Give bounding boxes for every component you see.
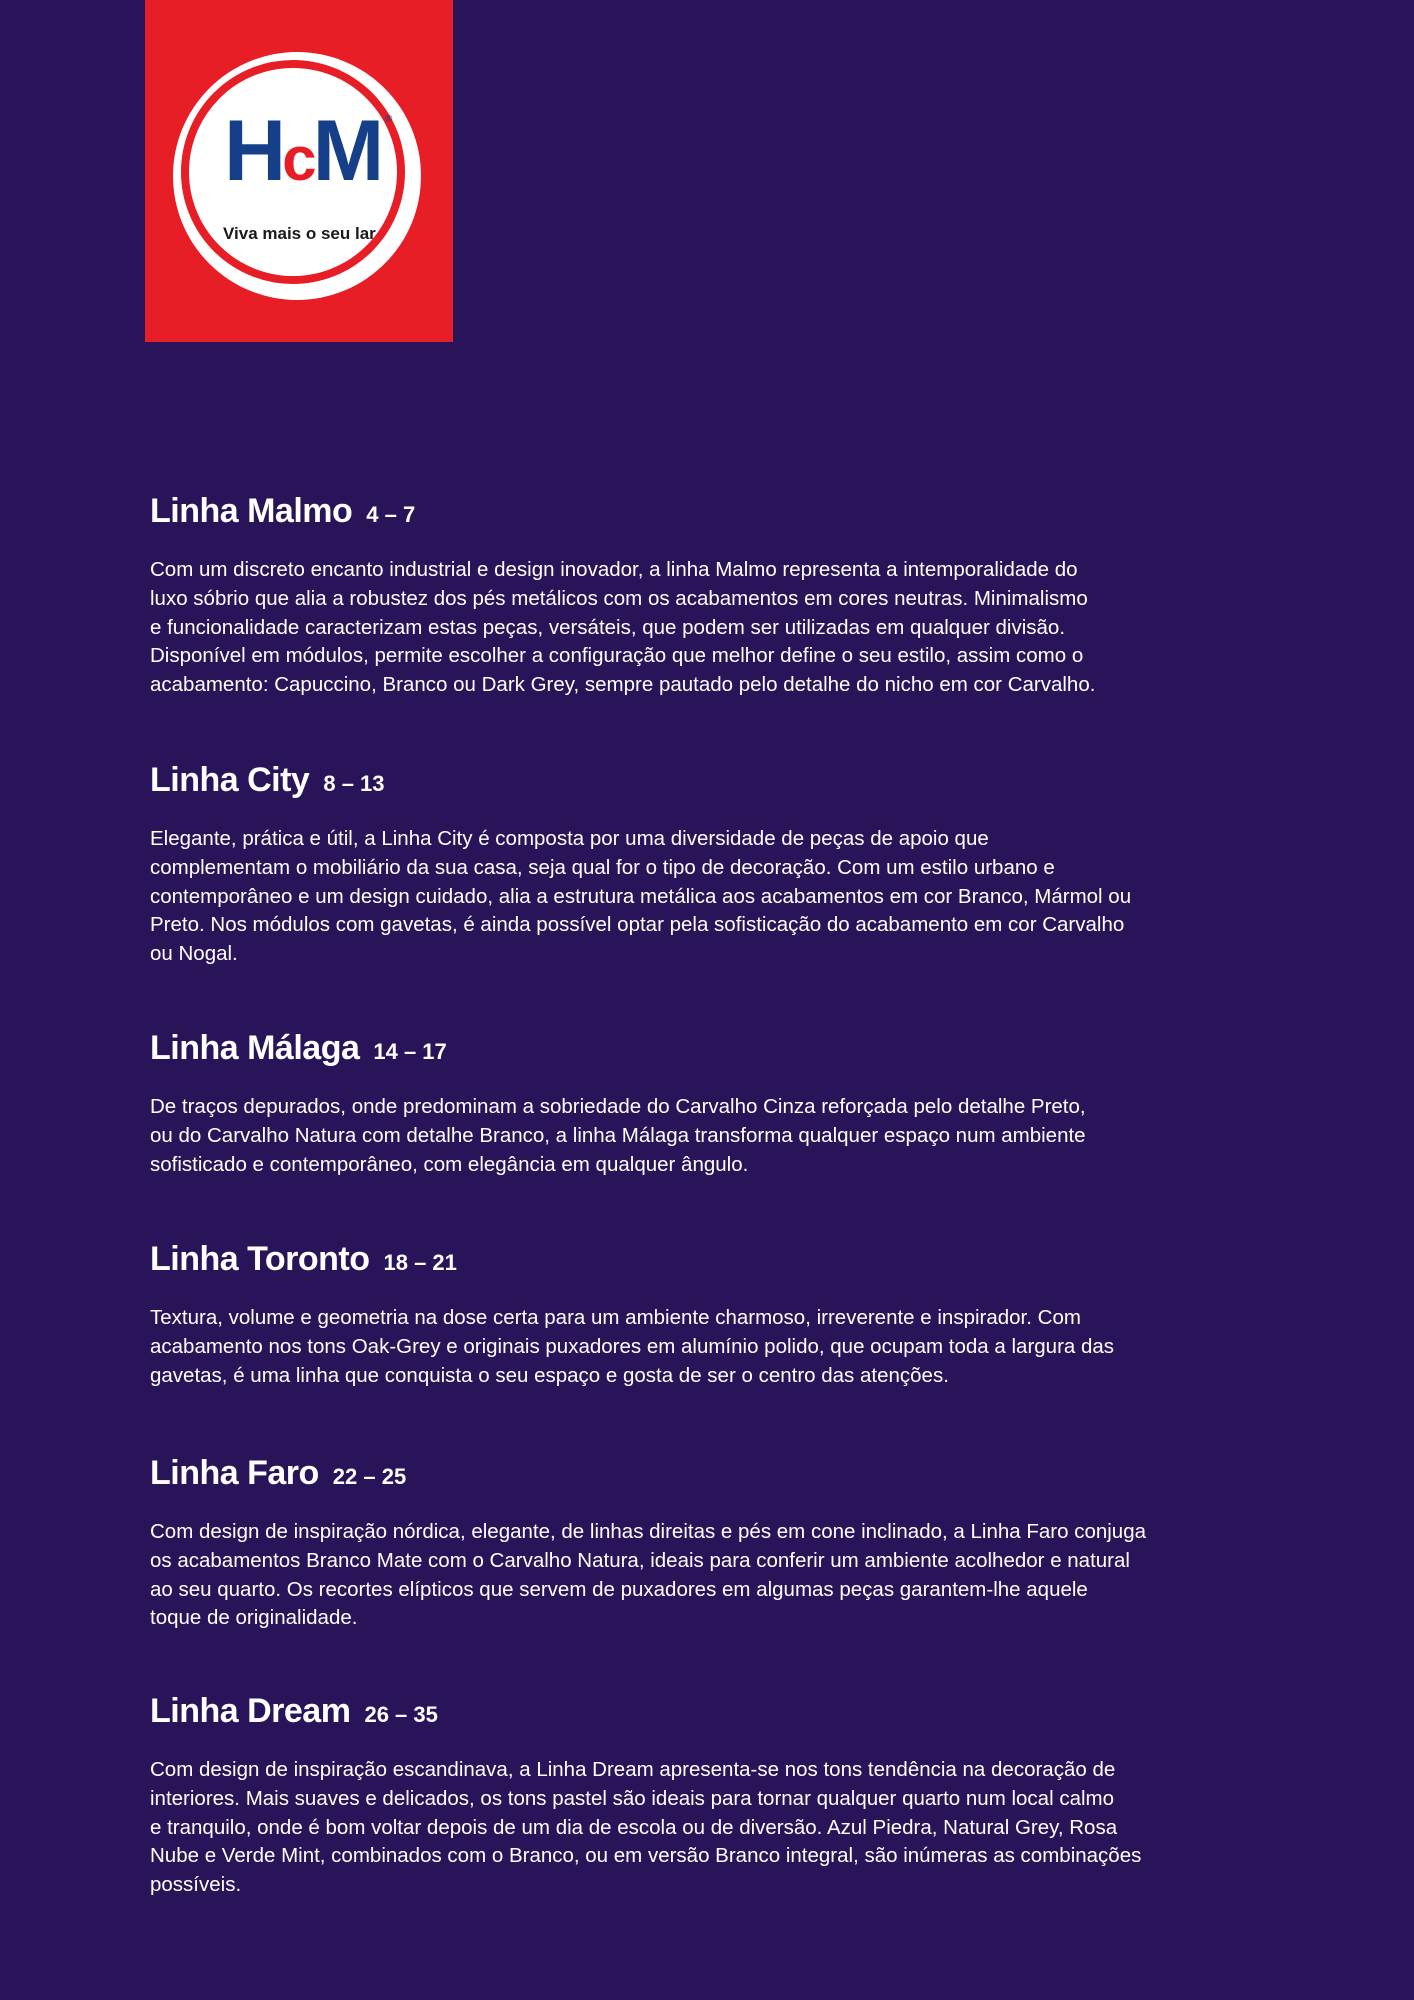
page-range: 26 – 35: [364, 1702, 438, 1727]
page-range: 14 – 17: [373, 1039, 447, 1064]
product-line-section: [150, 492, 1095, 700]
product-line-section: [150, 1029, 1086, 1179]
section-heading: [150, 1454, 1146, 1498]
page-range: 22 – 25: [332, 1464, 407, 1489]
section-description: [150, 825, 1131, 969]
section-title: Linha City: [150, 761, 310, 799]
description-line: Elegante, prática e útil, a Linha City é composta por uma diversidade de peças de apoio que: [150, 827, 989, 850]
section-title: Linha Malmo: [150, 492, 353, 530]
description-line: e funcionalidade caracterizam estas peças, versáteis, que podem ser utilizadas em qualquer divisão.: [150, 615, 1066, 639]
section-title: Linha Málaga: [150, 1029, 360, 1067]
description-line: ou do Carvalho Natura com detalhe Branco, a linha Málaga transforma qualquer espaço num ambiente: [150, 1123, 1086, 1147]
section-title: Linha Toronto: [150, 1240, 370, 1278]
description-line: De traços depurados, onde predominam a sobriedade do Carvalho Cinza reforçada pelo detalhe Preto,: [150, 1095, 1086, 1118]
description-line: contemporâneo e um design cuidado, alia a estrutura metálica aos acabamentos em cor Branco, Mármol ou: [150, 884, 1132, 908]
logo-inner-ring: [181, 60, 405, 284]
logo-wordmark: HcM: [224, 103, 381, 199]
description-line: Com design de inspiração escandinava, a Linha Dream apresenta-se nos tons tendência na decoração de: [150, 1758, 1116, 1781]
section-heading: [150, 761, 1131, 805]
description-line: luxo sóbrio que alia a robustez dos pés metálicos com os acabamentos em cores neutras. Minimalismo: [150, 586, 1088, 610]
section-description: [150, 1518, 1146, 1633]
section-heading: [150, 1029, 1086, 1073]
logo-circle: [173, 52, 421, 300]
section-title: Linha Dream: [150, 1692, 351, 1730]
section-description: [150, 1304, 1114, 1390]
page-range: 4 – 7: [366, 502, 416, 527]
description-line: Com um discreto encanto industrial e design inovador, a linha Malmo representa a intemporalidade do: [150, 558, 1078, 581]
hcm-logo: [145, 0, 453, 342]
description-line: gavetas, é uma linha que conquista o seu espaço e gosta de ser o centro das atenções.: [150, 1363, 949, 1387]
product-line-section: [150, 761, 1131, 969]
description-line: interiores. Mais suaves e delicados, os tons pastel são ideais para tornar qualquer quarto num local calmo: [150, 1786, 1115, 1810]
description-line: Nube e Verde Mint, combinados com o Branco, ou em versão Branco integral, são inúmeras as combinações: [150, 1844, 1142, 1868]
section-heading: [150, 492, 1095, 536]
page-range: 8 – 13: [323, 771, 385, 796]
product-line-section: [150, 1692, 1141, 1900]
section-description: [150, 1756, 1141, 1900]
description-line: Com design de inspiração nórdica, elegante, de linhas direitas e pés em cone inclinado, a Linha Faro conjuga: [150, 1520, 1147, 1543]
description-line: Disponível em módulos, permite escolher a configuração que melhor define o seu estilo, assim como o: [150, 644, 1084, 668]
description-line: acabamento nos tons Oak-Grey e originais puxadores em alumínio polido, que ocupam toda a largura das: [150, 1334, 1115, 1358]
description-line: Textura, volume e geometria na dose certa para um ambiente charmoso, irreverente e inspirador. Com: [150, 1306, 1081, 1329]
description-line: sofisticado e contemporâneo, com elegância em qualquer ângulo.: [150, 1152, 749, 1176]
section-description: [150, 1093, 1086, 1179]
description-line: ou Nogal.: [150, 942, 238, 966]
page-range: 18 – 21: [383, 1250, 457, 1275]
registered-mark-icon: ®: [385, 114, 393, 125]
description-line: Preto. Nos módulos com gavetas, é ainda possível optar pela sofisticação do acabamento em cor Carvalho: [150, 913, 1125, 937]
description-line: possíveis.: [150, 1873, 242, 1897]
section-heading: [150, 1240, 1114, 1284]
product-line-section: [150, 1454, 1146, 1633]
description-line: os acabamentos Branco Mate com o Carvalho Natura, ideais para conferir um ambiente acolhedor e natural: [150, 1548, 1130, 1572]
description-line: e tranquilo, onde é bom voltar depois de um dia de escola ou de diversão. Azul Piedra, Natural Grey, Rosa: [150, 1815, 1118, 1839]
description-line: ao seu quarto. Os recortes elípticos que servem de puxadores em algumas peças garantem-lhe aquele: [150, 1577, 1088, 1601]
section-heading: [150, 1692, 1141, 1736]
section-description: [150, 556, 1095, 700]
logo-tagline: Viva mais o seu lar: [223, 224, 376, 243]
description-line: complementam o mobiliário da sua casa, seja qual for o tipo de decoração. Com um estilo urbano e: [150, 855, 1055, 879]
description-line: acabamento: Capuccino, Branco ou Dark Grey, sempre pautado pelo detalhe do nicho em cor Carvalho.: [150, 673, 1096, 697]
product-line-section: [150, 1240, 1114, 1390]
section-title: Linha Faro: [150, 1454, 319, 1492]
description-line: toque de originalidade.: [150, 1606, 358, 1630]
